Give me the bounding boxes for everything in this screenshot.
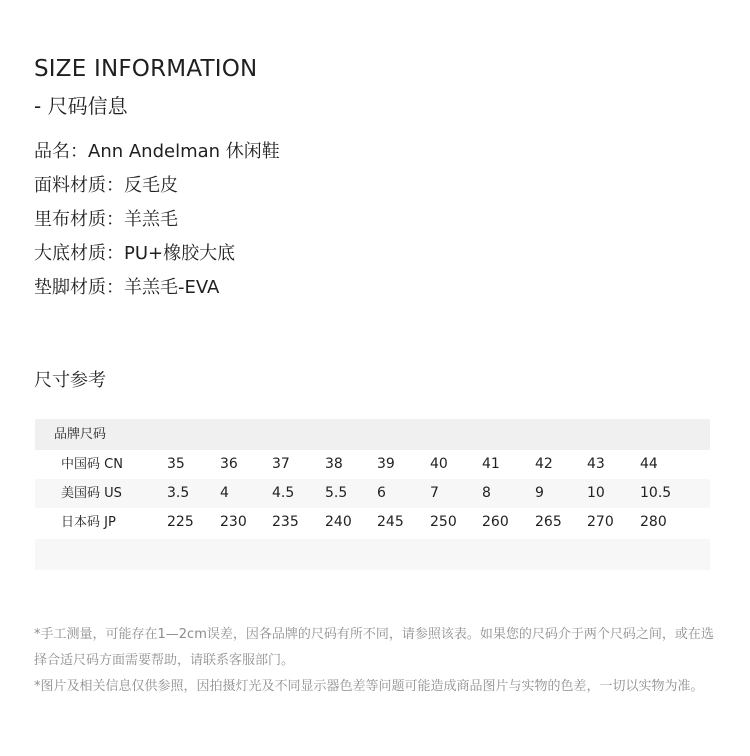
table-cell: 41 — [482, 456, 500, 472]
spec-row-lining-material — [34, 208, 280, 242]
spec-row-upper-material — [34, 174, 280, 208]
table-cell: 240 — [325, 514, 352, 530]
table-cell: 10.5 — [640, 485, 672, 501]
table-cell: 44 — [640, 456, 658, 472]
row-label: 日本码 JP — [61, 515, 116, 530]
spec-label: 品名： — [34, 141, 88, 162]
table-cell: 280 — [640, 514, 667, 530]
table-cell: 43 — [587, 456, 605, 472]
table-cell: 4 — [220, 485, 229, 501]
notes — [34, 622, 718, 700]
row-label: 中国码 CN — [61, 457, 123, 472]
table-cell: 245 — [377, 514, 404, 530]
spec-label: 垫脚材质： — [34, 277, 124, 298]
table-cell: 42 — [535, 456, 553, 472]
table-header: 品牌尺码 — [35, 419, 710, 450]
spec-value: 反毛皮 — [124, 175, 178, 196]
table-cell: 5.5 — [325, 485, 348, 501]
table-footer-row — [35, 539, 710, 570]
spec-row-outsole-material — [34, 242, 280, 276]
table-cell: 39 — [377, 456, 395, 472]
spec-value: Ann Andelman 休闲鞋 — [88, 141, 280, 162]
spec-label: 大底材质： — [34, 243, 124, 264]
table-cell: 8 — [482, 485, 491, 501]
table-cell: 225 — [167, 514, 194, 530]
table-cell: 9 — [535, 485, 544, 501]
table-cell: 250 — [430, 514, 457, 530]
table-cell: 35 — [167, 456, 185, 472]
note-measurement: *手工测量，可能存在1—2cm误差，因各品牌的尺码有所不同，请参照该表。如果您的尺码介于两个尺码之间，或在选择合适尺码方面需要帮助，请联系客服部门。 — [34, 627, 714, 668]
table-cell: 10 — [587, 485, 605, 501]
spec-value: 羊羔毛 — [124, 209, 178, 230]
title-english: SIZE INFORMATION — [34, 56, 258, 82]
spec-label: 面料材质： — [34, 175, 124, 196]
table-cell: 7 — [430, 485, 439, 501]
table-cell: 6 — [377, 485, 386, 501]
table-row-jp — [35, 508, 710, 537]
note-color-disclaimer: *图片及相关信息仅供参照，因拍摄灯光及不同显示器色差等问题可能造成商品图片与实物的色差，一切以实物为准。 — [34, 679, 704, 694]
table-cell: 230 — [220, 514, 247, 530]
title-chinese: - 尺码信息 — [34, 94, 128, 118]
spec-label: 里布材质： — [34, 209, 124, 230]
row-label: 美国码 US — [61, 486, 122, 501]
spec-list — [34, 140, 280, 310]
table-cell: 40 — [430, 456, 448, 472]
table-cell: 4.5 — [272, 485, 295, 501]
table-cell: 265 — [535, 514, 562, 530]
table-cell: 3.5 — [167, 485, 190, 501]
table-cell: 260 — [482, 514, 509, 530]
size-reference-title: 尺寸参考 — [34, 370, 106, 391]
table-cell: 37 — [272, 456, 290, 472]
size-table — [35, 419, 710, 570]
table-cell: 270 — [587, 514, 614, 530]
table-cell: 36 — [220, 456, 238, 472]
table-cell: 235 — [272, 514, 299, 530]
table-cell: 38 — [325, 456, 343, 472]
spec-row-insole-material — [34, 276, 280, 310]
spec-value: PU+橡胶大底 — [124, 243, 236, 264]
spec-value: 羊羔毛-EVA — [124, 277, 220, 298]
spec-row-product-name — [34, 140, 280, 174]
table-row-us — [35, 479, 710, 508]
table-row-cn — [35, 450, 710, 479]
